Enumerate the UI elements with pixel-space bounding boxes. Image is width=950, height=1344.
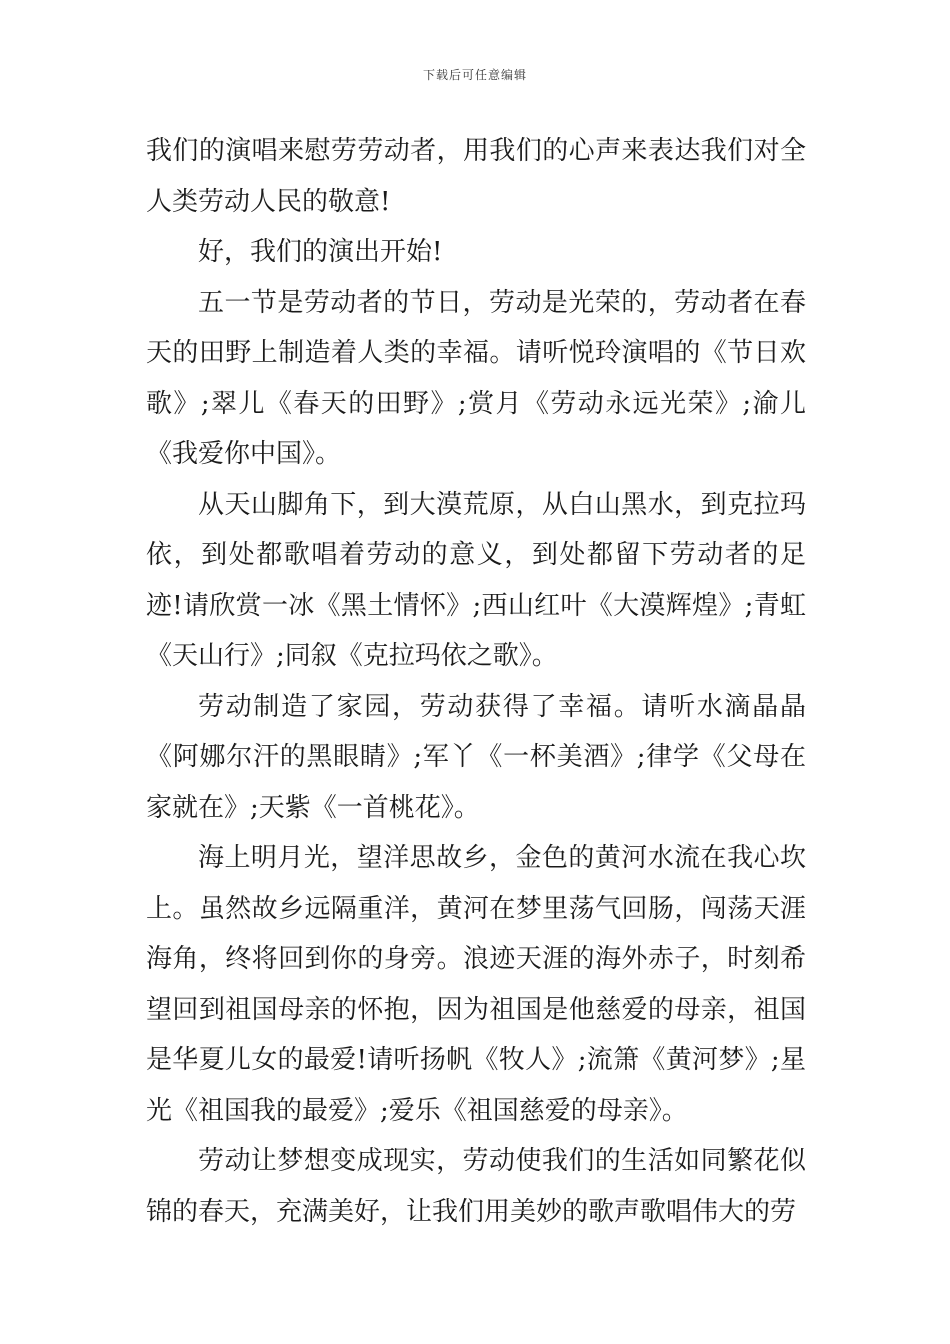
- paragraph-5: 劳动制造了家园，劳动获得了幸福。请听水滴晶晶《阿娜尔汗的黑眼睛》;军丫《一杯美酒》;律学《父母在家就在》;天紫《一首桃花》。: [146, 691, 806, 823]
- document-body: [146, 126, 806, 1237]
- paragraph-1: 我们的演唱来慰劳劳动者，用我们的心声来表达我们对全人类劳动人民的敬意!: [146, 136, 806, 217]
- paragraph-2: 好，我们的演出开始!: [198, 237, 443, 267]
- paragraph-7: 劳动让梦想变成现实，劳动使我们的生活如同繁花似锦的春天，充满美好，让我们用美妙的歌声歌唱伟大的劳: [146, 1146, 806, 1227]
- page-header: 下载后可任意编辑: [422, 68, 527, 82]
- paragraph-3: 五一节是劳动者的节日，劳动是光荣的，劳动者在春天的田野上制造着人类的幸福。请听悦玲演唱的《节日欢歌》;翠儿《春天的田野》;赏月《劳动永远光荣》;渝儿《我爱你中国》。: [146, 287, 806, 469]
- paragraph-6: 海上明月光，望洋思故乡，金色的黄河水流在我心坎上。虽然故乡远隔重洋，黄河在梦里荡气回肠，闯荡天涯海角，终将回到你的身旁。浪迹天涯的海外赤子，时刻希望回到祖国母亲的怀抱，因为祖国是他慈爱的母亲，祖国是华夏儿女的最爱!请听扬帆《牧人》;流箫《黄河梦》;星光《祖国我的最爱》;爱乐《祖国慈爱的母亲》。: [146, 843, 806, 1126]
- paragraph-4: 从天山脚角下，到大漠荒原，从白山黑水，到克拉玛依，到处都歌唱着劳动的意义，到处都留下劳动者的足迹!请欣赏一冰《黑土情怀》;西山红叶《大漠辉煌》;青虹《天山行》;同叙《克拉玛依之歌》。: [146, 489, 806, 671]
